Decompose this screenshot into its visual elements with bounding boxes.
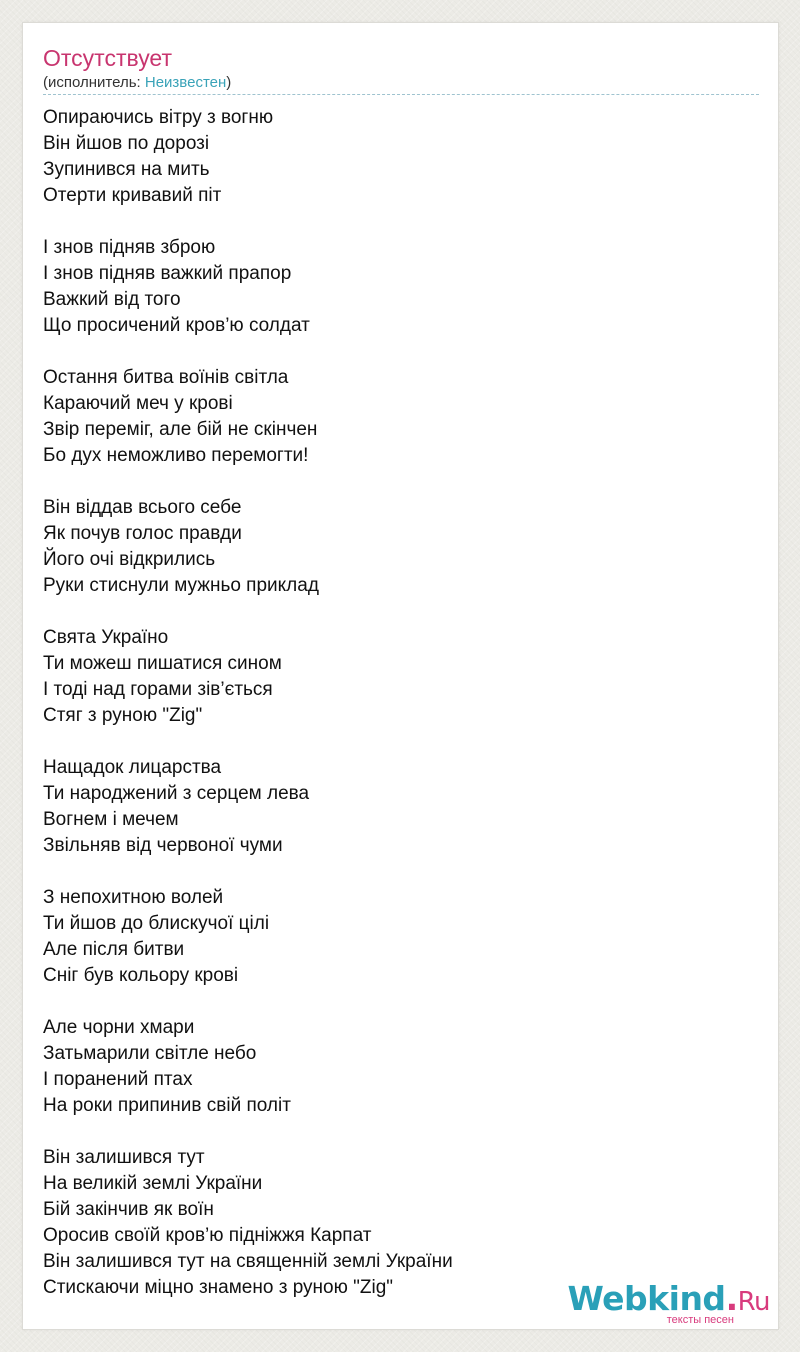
lyric-line: Нащадок лицарства [43,757,222,778]
logo-dot: . [725,1279,738,1318]
lyric-line: Бій закінчив як воїн [43,1199,214,1220]
lyric-line: Ти можеш пишатися сином [43,653,282,674]
lyric-line: Що просичений кров’ю солдат [43,315,310,336]
song-title: Отсутствует [43,45,172,71]
lyrics-card [22,22,779,1330]
lyric-line: Він залишився тут на священній землі України [43,1251,453,1272]
lyric-line: Остання битва воїнів світла [43,367,289,388]
logo-tagline: тексты песен [666,1314,734,1326]
lyric-line: Отерти кривавий піт [43,185,222,206]
lyric-line: Вогнем і мечем [43,809,179,830]
lyric-line: Він віддав всього себе [43,497,242,518]
lyric-line: Але чорни хмари [43,1017,195,1038]
lyric-line: Стяг з руною "Zig" [43,705,203,726]
lyric-line: Як почув голос правди [43,523,242,544]
lyric-line: На роки припинив свій політ [43,1095,291,1116]
lyric-line: Звір переміг, але бій не скінчен [43,419,318,440]
lyric-line: Затьмарили світле небо [43,1043,257,1064]
logo-tld: Ru [737,1287,770,1317]
lyric-line: Стискаючи міцно знамено з руною "Zig" [43,1277,394,1298]
logo-word: Webkind [567,1279,726,1318]
lyric-line: Опираючись вітру з вогню [43,107,274,128]
lyric-line: Він йшов по дорозі [43,133,210,154]
lyric-line: З непохитною волей [43,887,224,908]
lyric-line: Сніг був кольору крові [43,965,239,986]
lyric-line: І знов підняв важкий прапор [43,263,292,284]
lyric-line: І знов підняв зброю [43,237,216,258]
lyric-line: Свята Україно [43,627,169,648]
artist-prefix: (исполнитель: [43,74,145,91]
artist-line [43,74,759,95]
lyric-line: Його очі відкрились [43,549,216,570]
site-logo[interactable] [567,1279,770,1327]
lyric-line: Зупинився на мить [43,159,210,180]
lyrics-stanza [43,365,453,469]
lyric-line: Але після битви [43,939,185,960]
lyrics-stanza [43,755,453,859]
lyric-line: Руки стиснули мужньо приклад [43,575,319,596]
lyrics-stanza [43,495,453,599]
lyric-line: Ти народжений з серцем лева [43,783,310,804]
artist-link[interactable]: Неизвестен [144,74,227,91]
lyric-line: Караючий меч у крові [43,393,233,414]
lyric-line: Звільняв від червоної чуми [43,835,283,856]
lyric-line: Ти йшов до блискучої цілі [43,913,270,934]
lyrics-stanza [43,885,453,989]
lyric-line: Бо дух неможливо перемогти! [43,445,309,466]
lyrics-stanza [43,1145,453,1301]
lyrics-stanza [43,625,453,729]
lyric-line: Він залишився тут [43,1147,205,1168]
lyrics-text [43,105,453,1327]
lyrics-stanza [43,235,453,339]
lyrics-stanza [43,105,453,209]
lyric-line: На великій землі України [43,1173,263,1194]
lyrics-stanza [43,1015,453,1119]
lyric-line: І тоді над горами зів’ється [43,679,273,700]
lyric-line: Оросив своїй кров’ю підніжжя Карпат [43,1225,372,1246]
lyric-line: І поранений птах [43,1069,193,1090]
lyric-line: Важкий від того [43,289,181,310]
artist-suffix: ) [226,74,232,91]
